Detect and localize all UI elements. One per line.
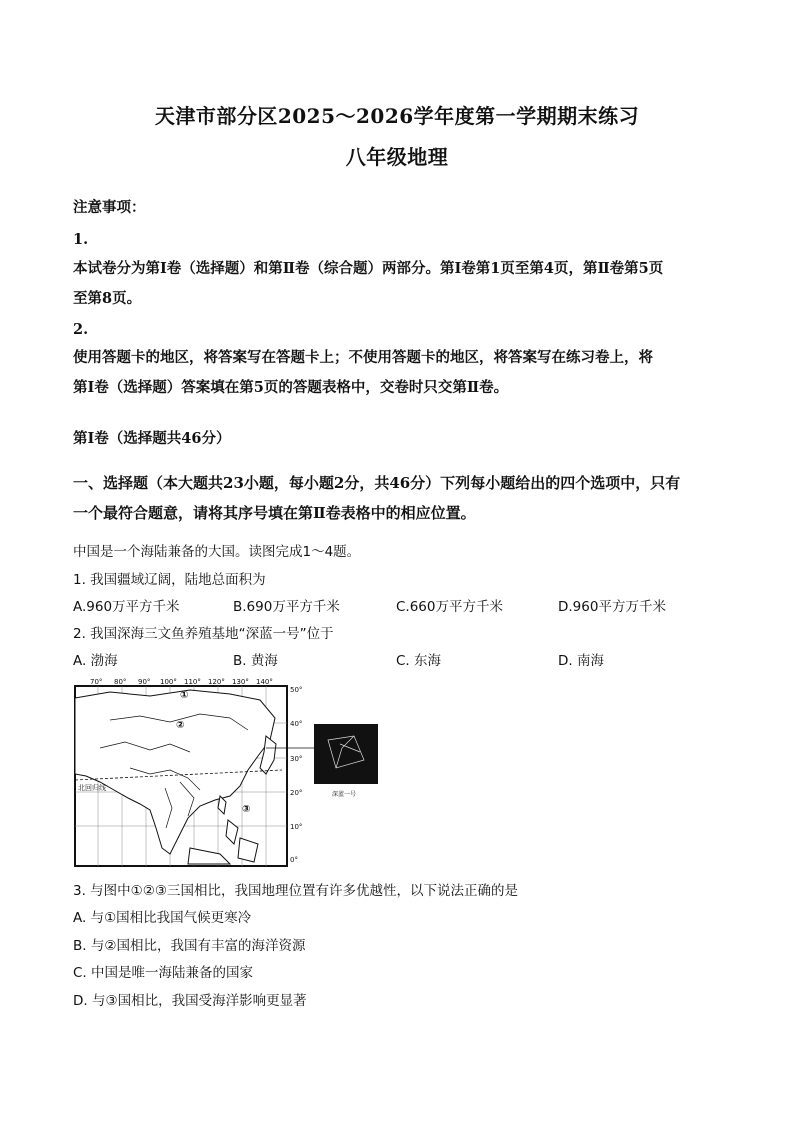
lon-label-90: 90°: [138, 678, 151, 686]
lon-label-100: 100°: [160, 678, 177, 686]
question-2-option-c[interactable]: C. 东海: [396, 653, 442, 669]
map-marker-1: ①: [180, 690, 189, 701]
notice-item-1-number: 1.: [73, 231, 89, 248]
lat-label-50: 50°: [290, 686, 303, 694]
question-3-option-b[interactable]: B. 与②国相比，我国有丰富的海洋资源: [73, 938, 306, 954]
notice-item-2-number: 2.: [73, 321, 89, 338]
question-2-option-a[interactable]: A. 渤海: [73, 653, 118, 669]
notice-item-1-line-1: 本试卷分为第Ⅰ卷（选择题）和第Ⅱ卷（综合题）两部分。第Ⅰ卷第1页至第4页，第Ⅱ卷第5页: [73, 260, 664, 277]
lat-label-0: 0°: [290, 856, 298, 864]
lon-label-140: 140°: [256, 678, 273, 686]
asia-map-figure: [70, 678, 400, 872]
page-title: 天津市部分区2025～2026学年度第一学期期末练习: [154, 104, 640, 128]
question-1-option-a[interactable]: A.960万平方千米: [73, 599, 180, 615]
lon-label-130: 130°: [232, 678, 249, 686]
notice-item-2-line-1: 使用答题卡的地区，将答案写在答题卡上；不使用答题卡的地区，将答案写在练习卷上，将: [73, 349, 653, 366]
notice-item-1-line-2: 至第8页。: [73, 290, 142, 307]
lat-label-20: 20°: [290, 789, 303, 797]
question-1-option-b[interactable]: B.690万平方千米: [233, 599, 340, 615]
notice-item-1: [73, 254, 723, 314]
question-2-option-b[interactable]: B. 黄海: [233, 653, 278, 669]
map-marker-2: ②: [176, 720, 185, 731]
question-1-option-c[interactable]: C.660万平方千米: [396, 599, 503, 615]
lat-label-40: 40°: [290, 720, 303, 728]
question-1-stem: 1. 我国疆域辽阔，陆地总面积为: [73, 572, 266, 588]
section-instructions-line-2: 一个最符合题意，请将其序号填在第Ⅱ卷表格中的相应位置。: [73, 504, 476, 522]
inset-caption: 深蓝一号: [332, 791, 357, 798]
section-instructions: [73, 468, 723, 528]
lon-label-70: 70°: [90, 678, 103, 686]
map-marker-3: ③: [242, 804, 251, 815]
question-3-option-a[interactable]: A. 与①国相比我国气候更寒冷: [73, 910, 252, 926]
section-title: 第Ⅰ卷（选择题共46分）: [73, 430, 231, 447]
notice-item-2: [73, 343, 723, 403]
lon-label-120: 120°: [208, 678, 225, 686]
question-3-option-c[interactable]: C. 中国是唯一海陆兼备的国家: [73, 965, 254, 981]
inset-photo: [314, 724, 378, 784]
notice-item-2-line-2: 第Ⅰ卷（选择题）答案填在第5页的答题表格中，交卷时只交第Ⅱ卷。: [73, 379, 509, 396]
question-2-option-d[interactable]: D. 南海: [558, 653, 604, 669]
page-subtitle: 八年级地理: [345, 145, 449, 169]
lat-label-10: 10°: [290, 823, 303, 831]
notice-heading: 注意事项：: [73, 199, 146, 216]
question-3-stem: 3. 与图中①②③三国相比，我国地理位置有许多优越性，以下说法正确的是: [73, 883, 518, 899]
section-instructions-line-1: 一、选择题（本大题共23小题，每小题2分，共46分）下列每小题给出的四个选项中，只有: [73, 474, 681, 492]
question-3-option-d[interactable]: D. 与③国相比，我国受海洋影响更显著: [73, 993, 307, 1009]
lon-label-80: 80°: [114, 678, 127, 686]
lon-label-110: 110°: [184, 678, 201, 686]
lat-label-30: 30°: [290, 755, 303, 763]
question-1-option-d[interactable]: D.960平方万千米: [558, 599, 666, 615]
question-2-stem: 2. 我国深海三文鱼养殖基地“深蓝一号”位于: [73, 626, 334, 642]
tropic-label: 北回归线: [78, 784, 106, 792]
question-intro: 中国是一个海陆兼备的大国。读图完成1～4题。: [73, 544, 361, 560]
